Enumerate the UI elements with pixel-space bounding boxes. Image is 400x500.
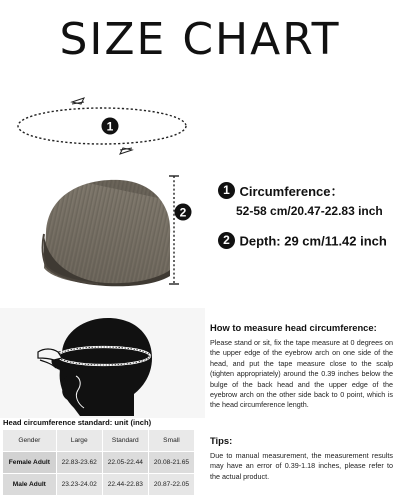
table-row (3, 474, 195, 496)
header-large: Large (56, 430, 102, 452)
circumference-spec (218, 181, 398, 218)
header-gender: Gender (3, 430, 57, 452)
page-title: SIZE CHART (59, 14, 341, 65)
tips-title: Tips: (210, 435, 233, 446)
cell-small: 20.08-21.65 (148, 452, 194, 474)
cell-small: 20.87-22.05 (148, 474, 194, 496)
cell-standard: 22.05-22.44 (102, 452, 148, 474)
table-row (3, 452, 195, 474)
depth-marker-two: 2 (179, 205, 187, 220)
cell-gender: Male Adult (3, 474, 57, 496)
cell-large: 22.83-23.62 (56, 452, 102, 474)
depth-measure-line (164, 172, 204, 288)
header-small: Small (148, 430, 194, 452)
cell-large: 23.23-24.02 (56, 474, 102, 496)
circumference-label: Circumference： (239, 184, 344, 199)
spec-number-one: 1 (218, 182, 235, 199)
tips-text: Due to manual measurement, the measurement results may have an error of 0.39-1.18 inches, please refer to the actual product. (210, 451, 393, 481)
table-caption: Head circumference standard: unit (inch) (3, 418, 152, 427)
table-header-row (3, 430, 195, 452)
head-measurement-illustration (34, 312, 164, 417)
spec-number-two: 2 (218, 232, 235, 249)
depth-label: Depth: 29 cm/11.42 inch (239, 233, 387, 249)
size-table (2, 429, 195, 496)
how-to-measure-title: How to measure head circumference: (210, 322, 377, 333)
how-to-measure-text: Please stand or sit, fix the tape measure at 0 degrees on the upper edge of the eyebrow arch on one side of the head, and put the tape measure close to the scalp (tighten appropriately) around the 0.39 inches below the bulge of the back head and the upper edge of the eyebrow arch on the other side back to 0 point, which is the head circumference length. (210, 338, 393, 410)
header-standard: Standard (102, 430, 148, 452)
beanie-hat-image (36, 172, 176, 290)
cell-standard: 22.44-22.83 (102, 474, 148, 496)
circumference-ring-illustration (14, 96, 190, 156)
cell-gender: Female Adult (3, 452, 57, 474)
depth-spec (218, 232, 398, 250)
circumference-value: 52-58 cm/20.47-22.83 inch (236, 204, 383, 218)
ring-marker-one: 1 (106, 119, 114, 134)
